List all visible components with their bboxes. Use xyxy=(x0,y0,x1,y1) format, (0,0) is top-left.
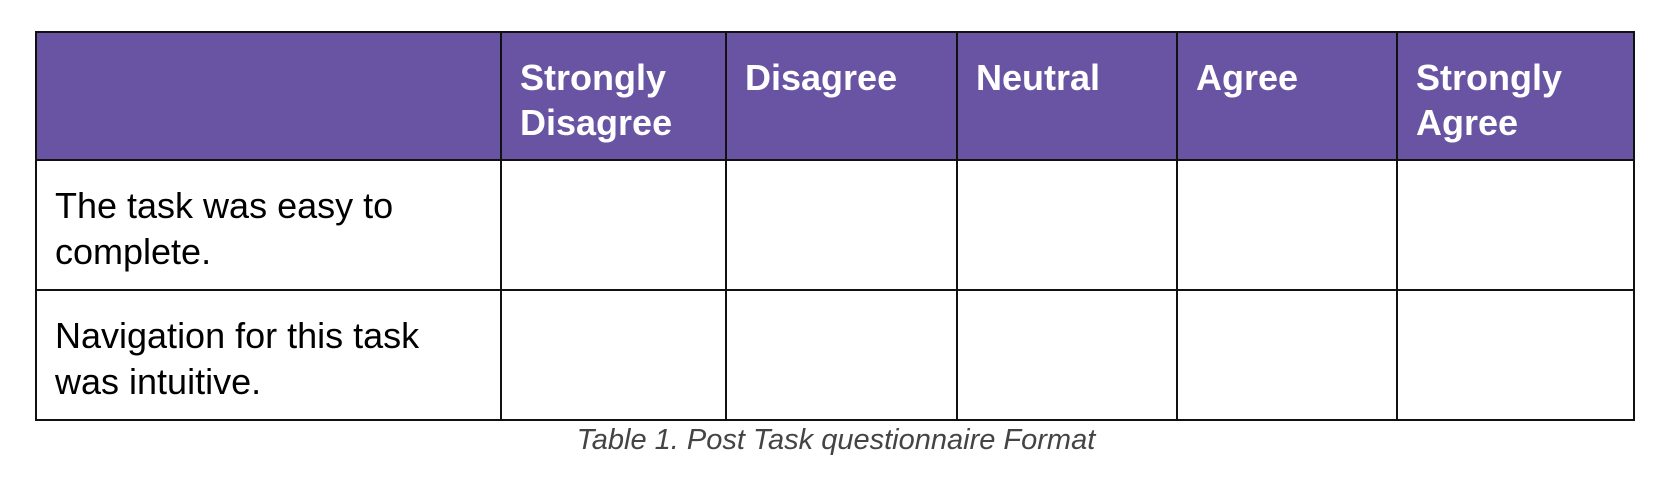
response-cell-neutral xyxy=(957,160,1177,290)
response-cell-disagree xyxy=(726,160,957,290)
header-cell-neutral: Neutral xyxy=(957,32,1177,160)
table-body xyxy=(36,160,1634,420)
statement-cell: The task was easy to complete. xyxy=(36,160,501,290)
header-cell-strongly-disagree: Strongly Disagree xyxy=(501,32,726,160)
header-cell-strongly-agree: Strongly Agree xyxy=(1397,32,1634,160)
header-row xyxy=(36,32,1634,160)
response-cell-agree xyxy=(1177,160,1397,290)
response-cell-strongly-agree xyxy=(1397,290,1634,420)
response-cell-strongly-disagree xyxy=(501,160,726,290)
response-cell-strongly-agree xyxy=(1397,160,1634,290)
header-cell-disagree: Disagree xyxy=(726,32,957,160)
table-header xyxy=(36,32,1634,160)
header-cell-statement xyxy=(36,32,501,160)
response-cell-strongly-disagree xyxy=(501,290,726,420)
header-cell-agree: Agree xyxy=(1177,32,1397,160)
table-row xyxy=(36,160,1634,290)
statement-cell: Navigation for this task was intuitive. xyxy=(36,290,501,420)
response-cell-disagree xyxy=(726,290,957,420)
response-cell-neutral xyxy=(957,290,1177,420)
questionnaire-table xyxy=(35,31,1635,421)
response-cell-agree xyxy=(1177,290,1397,420)
table-row xyxy=(36,290,1634,420)
table-caption: Table 1. Post Task questionnaire Format xyxy=(576,424,1096,456)
